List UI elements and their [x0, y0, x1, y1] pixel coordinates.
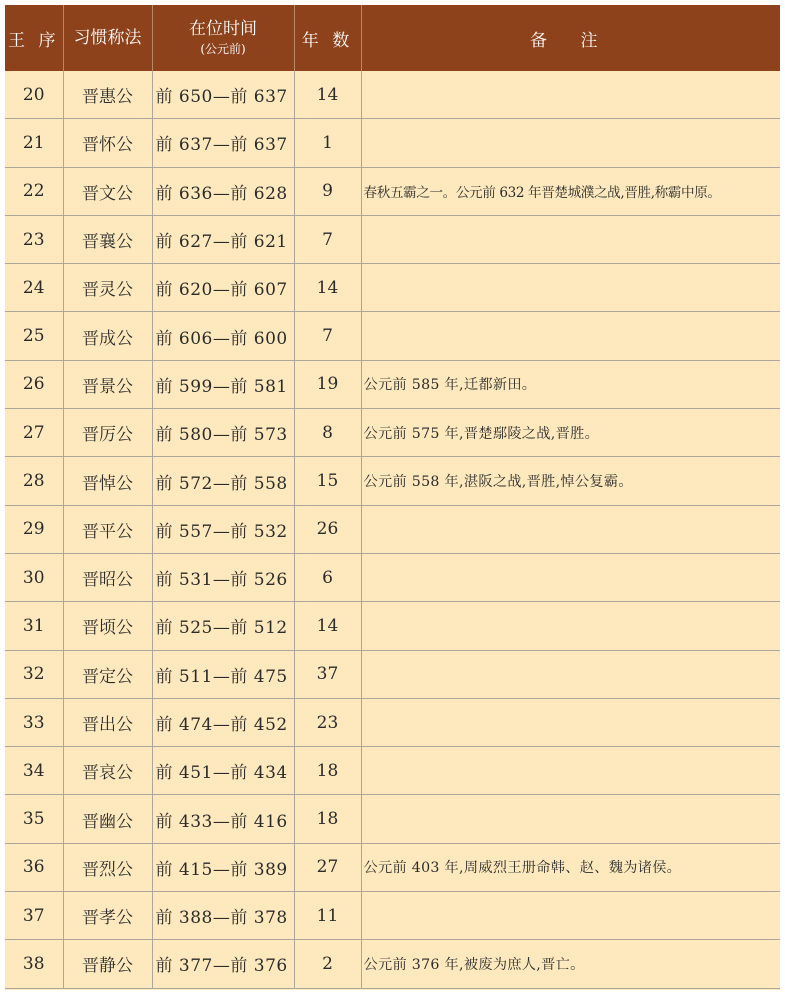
name-cell: 晋厉公	[63, 409, 152, 457]
table-row	[5, 795, 780, 843]
period-cell: 前 388—前 378	[152, 892, 294, 940]
table-row	[5, 843, 780, 891]
name-cell: 晋惠公	[63, 71, 152, 119]
note-cell	[361, 698, 780, 746]
years-cell: 7	[294, 215, 361, 263]
note-cell: 公元前 376 年,被废为庶人,晋亡。	[361, 940, 780, 988]
table-row	[5, 215, 780, 263]
years-cell: 9	[294, 167, 361, 215]
note-cell	[361, 795, 780, 843]
years-cell: 1	[294, 119, 361, 167]
name-cell: 晋景公	[63, 360, 152, 408]
order-cell: 25	[5, 312, 63, 360]
header-period-sub: (公元前)	[200, 42, 246, 56]
period-cell: 前 636—前 628	[152, 167, 294, 215]
name-cell: 晋定公	[63, 650, 152, 698]
order-cell: 28	[5, 457, 63, 505]
table-row	[5, 167, 780, 215]
name-cell: 晋悼公	[63, 457, 152, 505]
name-cell: 晋平公	[63, 505, 152, 553]
name-cell: 晋烈公	[63, 843, 152, 891]
order-cell: 35	[5, 795, 63, 843]
table-row	[5, 698, 780, 746]
header-note: 备 注	[361, 5, 780, 71]
order-cell: 23	[5, 215, 63, 263]
years-cell: 15	[294, 457, 361, 505]
years-cell: 27	[294, 843, 361, 891]
period-cell: 前 525—前 512	[152, 602, 294, 650]
years-cell: 11	[294, 892, 361, 940]
note-cell	[361, 602, 780, 650]
name-cell: 晋孝公	[63, 892, 152, 940]
years-cell: 14	[294, 71, 361, 119]
header-period	[152, 5, 294, 71]
table-body	[5, 71, 780, 988]
note-cell: 公元前 558 年,湛阪之战,晋胜,悼公复霸。	[361, 457, 780, 505]
table-row	[5, 312, 780, 360]
period-cell: 前 531—前 526	[152, 553, 294, 601]
order-cell: 38	[5, 940, 63, 988]
order-cell: 30	[5, 553, 63, 601]
name-cell: 晋成公	[63, 312, 152, 360]
years-cell: 2	[294, 940, 361, 988]
period-cell: 前 557—前 532	[152, 505, 294, 553]
reign-table	[5, 5, 780, 989]
note-cell: 公元前 575 年,晋楚鄢陵之战,晋胜。	[361, 409, 780, 457]
years-cell: 18	[294, 747, 361, 795]
note-cell: 公元前 585 年,迁都新田。	[361, 360, 780, 408]
period-cell: 前 620—前 607	[152, 264, 294, 312]
name-cell: 晋灵公	[63, 264, 152, 312]
note-cell	[361, 312, 780, 360]
order-cell: 22	[5, 167, 63, 215]
order-cell: 24	[5, 264, 63, 312]
note-cell: 春秋五霸之一。公元前 632 年晋楚城濮之战,晋胜,称霸中原。	[361, 167, 780, 215]
note-cell	[361, 264, 780, 312]
years-cell: 7	[294, 312, 361, 360]
order-cell: 34	[5, 747, 63, 795]
note-cell	[361, 119, 780, 167]
period-cell: 前 511—前 475	[152, 650, 294, 698]
period-cell: 前 606—前 600	[152, 312, 294, 360]
note-cell: 公元前 403 年,周威烈王册命韩、赵、魏为诸侯。	[361, 843, 780, 891]
order-cell: 36	[5, 843, 63, 891]
years-cell: 6	[294, 553, 361, 601]
table-row	[5, 505, 780, 553]
header-order: 王 序	[5, 5, 63, 71]
header-name: 习惯称法	[63, 5, 152, 71]
reign-table-sheet	[5, 5, 780, 990]
period-cell: 前 627—前 621	[152, 215, 294, 263]
table-row	[5, 602, 780, 650]
name-cell: 晋出公	[63, 698, 152, 746]
table-header	[5, 5, 780, 71]
name-cell: 晋文公	[63, 167, 152, 215]
note-cell	[361, 650, 780, 698]
note-cell	[361, 747, 780, 795]
years-cell: 14	[294, 602, 361, 650]
table-row	[5, 71, 780, 119]
name-cell: 晋静公	[63, 940, 152, 988]
name-cell: 晋昭公	[63, 553, 152, 601]
table-row	[5, 747, 780, 795]
period-cell: 前 580—前 573	[152, 409, 294, 457]
table-row	[5, 553, 780, 601]
note-cell	[361, 71, 780, 119]
name-cell: 晋哀公	[63, 747, 152, 795]
name-cell: 晋怀公	[63, 119, 152, 167]
note-cell	[361, 553, 780, 601]
table-row	[5, 892, 780, 940]
years-cell: 8	[294, 409, 361, 457]
years-cell: 23	[294, 698, 361, 746]
name-cell: 晋幽公	[63, 795, 152, 843]
order-cell: 26	[5, 360, 63, 408]
table-row	[5, 119, 780, 167]
years-cell: 26	[294, 505, 361, 553]
table-row	[5, 940, 780, 988]
table-row	[5, 409, 780, 457]
order-cell: 27	[5, 409, 63, 457]
order-cell: 33	[5, 698, 63, 746]
header-period-main: 在位时间	[189, 19, 257, 39]
order-cell: 37	[5, 892, 63, 940]
period-cell: 前 599—前 581	[152, 360, 294, 408]
header-row	[5, 5, 780, 71]
period-cell: 前 415—前 389	[152, 843, 294, 891]
order-cell: 31	[5, 602, 63, 650]
years-cell: 19	[294, 360, 361, 408]
table-row	[5, 360, 780, 408]
period-cell: 前 637—前 637	[152, 119, 294, 167]
header-years: 年 数	[294, 5, 361, 71]
note-cell	[361, 892, 780, 940]
order-cell: 20	[5, 71, 63, 119]
note-cell	[361, 215, 780, 263]
years-cell: 37	[294, 650, 361, 698]
name-cell: 晋顷公	[63, 602, 152, 650]
years-cell: 14	[294, 264, 361, 312]
years-cell: 18	[294, 795, 361, 843]
table-row	[5, 264, 780, 312]
order-cell: 21	[5, 119, 63, 167]
table-row	[5, 650, 780, 698]
order-cell: 32	[5, 650, 63, 698]
period-cell: 前 377—前 376	[152, 940, 294, 988]
order-cell: 29	[5, 505, 63, 553]
name-cell: 晋襄公	[63, 215, 152, 263]
period-cell: 前 572—前 558	[152, 457, 294, 505]
note-cell	[361, 505, 780, 553]
table-row	[5, 457, 780, 505]
period-cell: 前 451—前 434	[152, 747, 294, 795]
period-cell: 前 433—前 416	[152, 795, 294, 843]
period-cell: 前 650—前 637	[152, 71, 294, 119]
period-cell: 前 474—前 452	[152, 698, 294, 746]
